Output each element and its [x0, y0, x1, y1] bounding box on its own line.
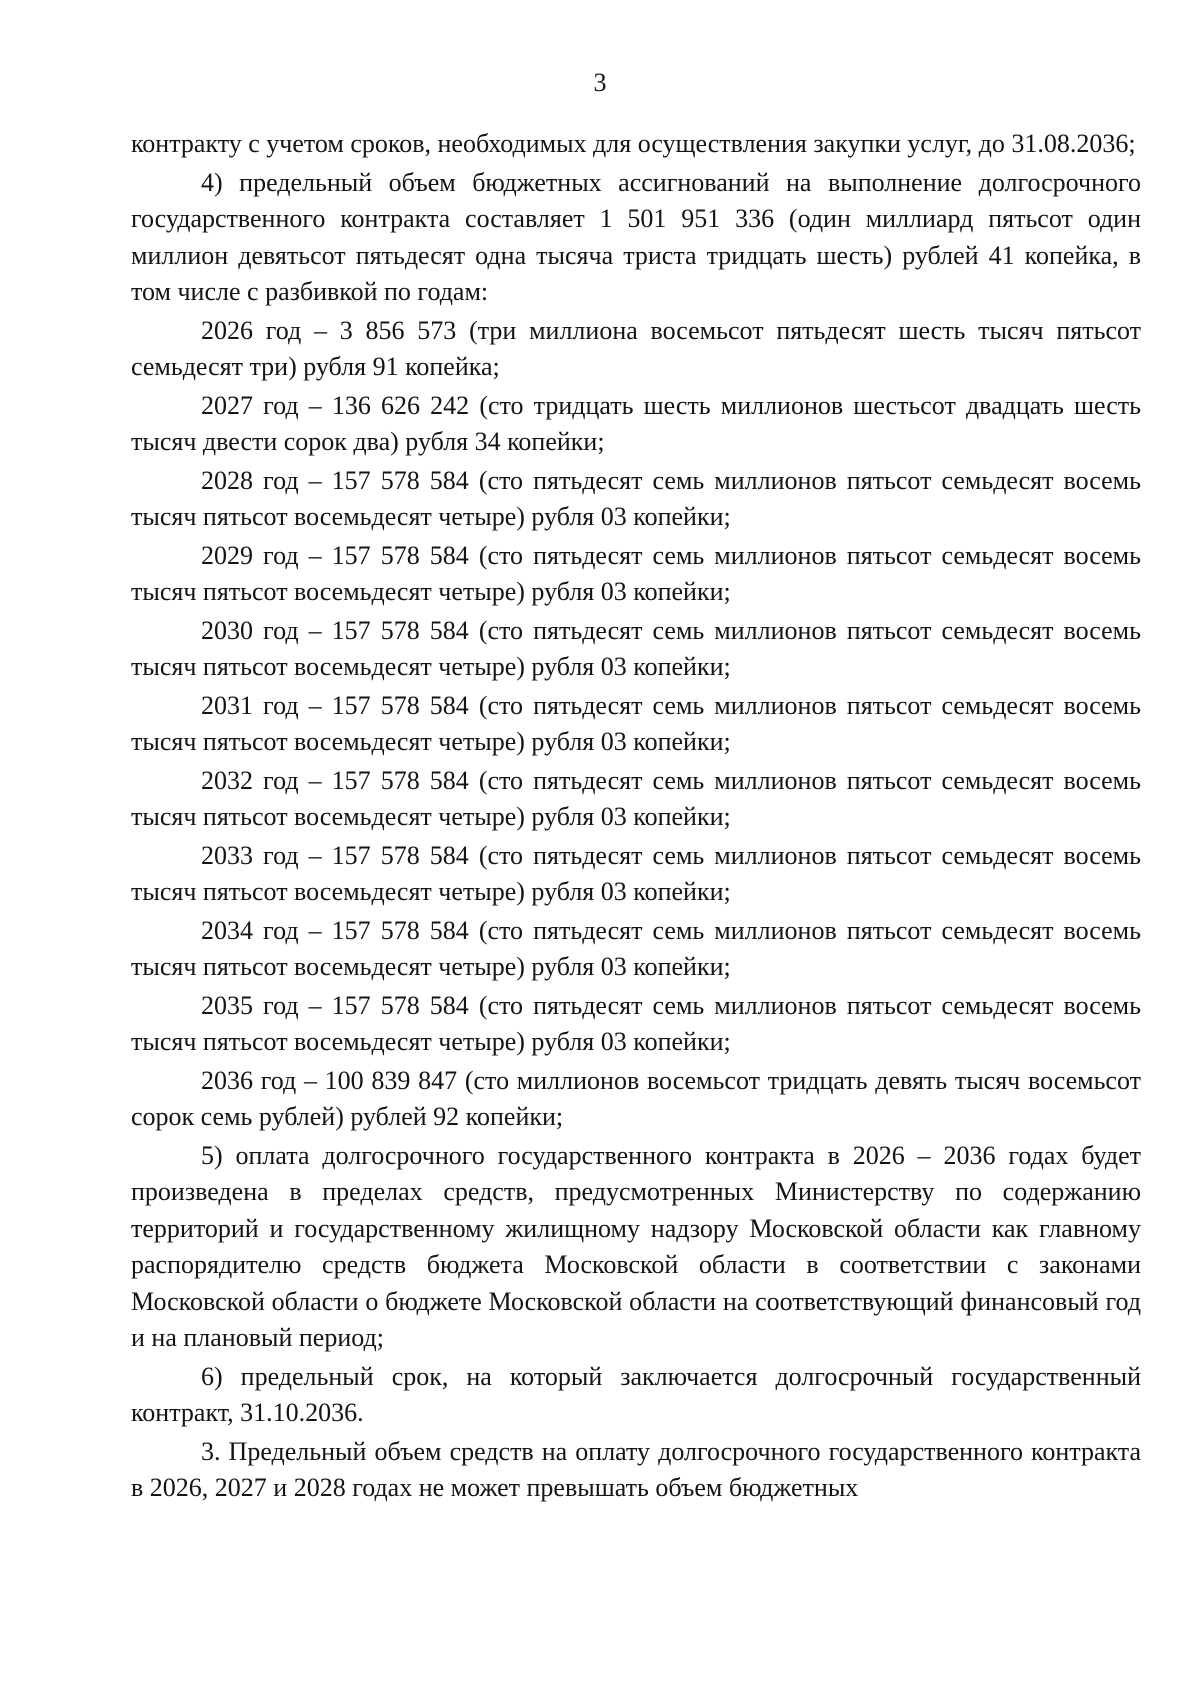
paragraph-year-2031: 2031 год – 157 578 584 (сто пятьдесят семь миллионов пятьсот семьдесят восемь тысяч пятьсот восемьдесят четыре) рубля 03 копейки;	[131, 690, 1141, 756]
paragraph-year-2032: 2032 год – 157 578 584 (сто пятьдесят семь миллионов пятьсот семьдесят восемь тысяч пятьсот восемьдесят четыре) рубля 03 копейки;	[131, 765, 1141, 831]
paragraph-budget-limit: 4) предельный объем бюджетных ассигнований на выполнение долгосрочного государственного контракта составляет 1 501 951 336 (один миллиард пятьсот один миллион девятьсот пятьдесят одна тысяча триста тридцать шесть) рублей 41 копейка, в том числе с разбивкой по годам:	[131, 167, 1141, 306]
paragraph-year-2026: 2026 год – 3 856 573 (три миллиона восемьсот пятьдесят шесть тысяч пятьсот семьдесят три) рубля 91 копейка;	[131, 315, 1141, 381]
paragraph-year-2035: 2035 год – 157 578 584 (сто пятьдесят семь миллионов пятьсот семьдесят восемь тысяч пятьсот восемьдесят четыре) рубля 03 копейки;	[131, 990, 1141, 1056]
paragraph-section-3: 3. Предельный объем средств на оплату долгосрочного государственного контракта в 2026, 2027 и 2028 годах не может превышать объем бюджетных	[131, 1436, 1141, 1502]
paragraph-year-2030: 2030 год – 157 578 584 (сто пятьдесят семь миллионов пятьсот семьдесят восемь тысяч пятьсот восемьдесят четыре) рубля 03 копейки;	[131, 615, 1141, 681]
page-number: 3	[593, 68, 607, 97]
paragraph-year-2033: 2033 год – 157 578 584 (сто пятьдесят семь миллионов пятьсот семьдесят восемь тысяч пятьсот восемьдесят четыре) рубля 03 копейки;	[131, 840, 1141, 906]
paragraph-payment-terms: 5) оплата долгосрочного государственного контракта в 2026 – 2036 годах будет произведена в пределах средств, предусмотренных Министерству по содержанию территорий и государственному жилищному надзору Московской области как главному распорядителю средств бюджета Московской области в соответствии с законами Московской области о бюджете Московской области на соответствующий финансовый год и на плановый период;	[131, 1140, 1141, 1352]
paragraph-year-2027: 2027 год – 136 626 242 (сто тридцать шесть миллионов шестьсот двадцать шесть тысяч двести сорок два) рубля 34 копейки;	[131, 390, 1141, 456]
paragraph-year-2036: 2036 год – 100 839 847 (сто миллионов восемьсот тридцать девять тысяч восемьсот сорок семь рублей) рублей 92 копейки;	[131, 1065, 1141, 1131]
paragraph-contract-deadline: контракту с учетом сроков, необходимых для осуществления закупки услуг, до 31.08.2036;	[131, 129, 1136, 158]
document-body	[131, 126, 1141, 1509]
paragraph-year-2029: 2029 год – 157 578 584 (сто пятьдесят семь миллионов пятьсот семьдесят восемь тысяч пятьсот восемьдесят четыре) рубля 03 копейки;	[131, 540, 1141, 606]
paragraph-year-2028: 2028 год – 157 578 584 (сто пятьдесят семь миллионов пятьсот семьдесят восемь тысяч пятьсот восемьдесят четыре) рубля 03 копейки;	[131, 465, 1141, 531]
paragraph-contract-term: 6) предельный срок, на который заключается долгосрочный государственный контракт, 31.10.2036.	[131, 1361, 1141, 1427]
paragraph-year-2034: 2034 год – 157 578 584 (сто пятьдесят семь миллионов пятьсот семьдесят восемь тысяч пятьсот восемьдесят четыре) рубля 03 копейки;	[131, 915, 1141, 981]
